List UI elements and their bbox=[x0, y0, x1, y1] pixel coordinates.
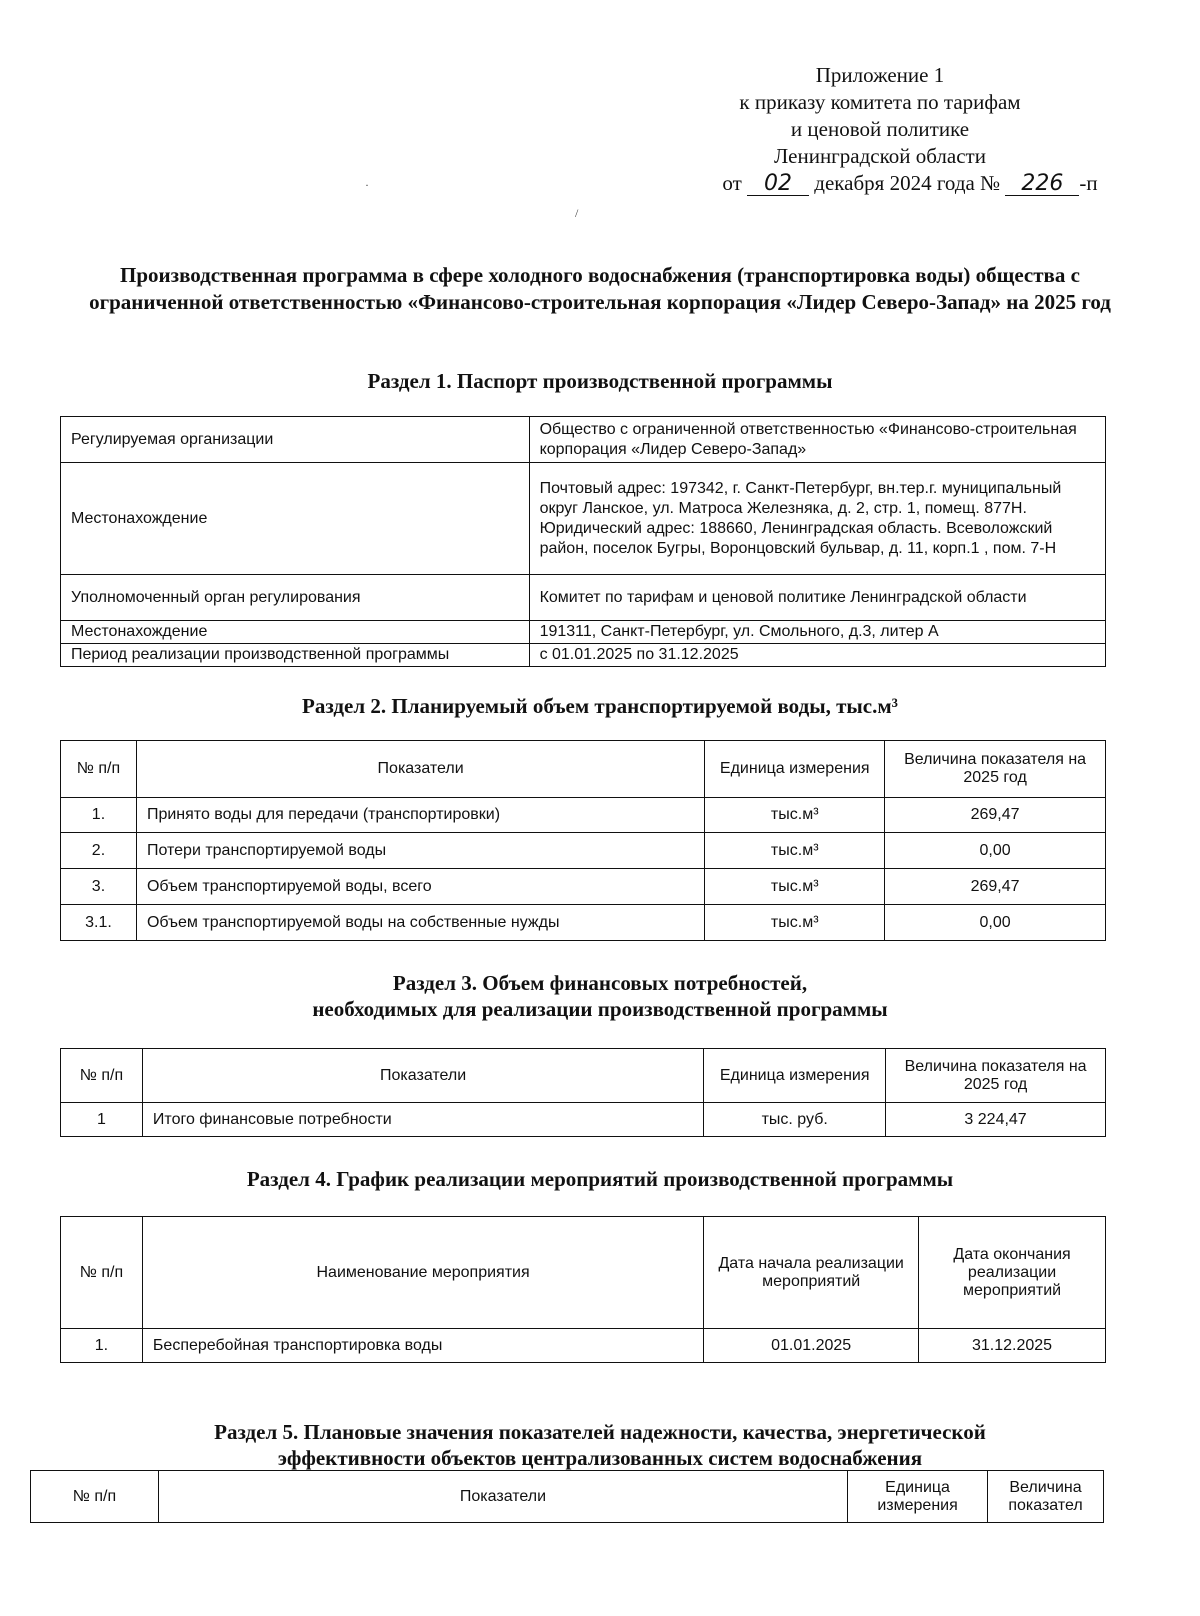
order-line bbox=[700, 170, 1120, 197]
column-header-indicator: Показатели bbox=[158, 1471, 847, 1523]
section-1-heading: Раздел 1. Паспорт производственной программы bbox=[367, 369, 833, 393]
column-header-unit: Единица измерения bbox=[705, 741, 885, 798]
section-5-heading-line-2: эффективности объектов централизованных систем водоснабжения bbox=[277, 1446, 923, 1470]
passport-table bbox=[60, 416, 1106, 667]
document-title: Производственная программа в сфере холодного водоснабжения (транспортировка воды) общества с ограниченной ответственностью «Финансово-строительная корпорация «Лидер Северо-Запад» на 2025 год bbox=[89, 263, 1111, 314]
appendix-block bbox=[640, 62, 1120, 197]
order-prefix: от bbox=[722, 171, 742, 195]
table-row bbox=[61, 644, 1106, 667]
table-row bbox=[61, 575, 1106, 621]
table-row bbox=[61, 833, 1106, 869]
section-4-heading: Раздел 4. График реализации мероприятий производственной программы bbox=[246, 1167, 954, 1191]
row-indicator: Итого финансовые потребности bbox=[142, 1103, 703, 1137]
column-header-name: Наименование мероприятия bbox=[142, 1217, 703, 1329]
passport-label: Уполномоченный орган регулирования bbox=[61, 575, 530, 621]
table-row bbox=[61, 798, 1106, 833]
column-header-indicator: Показатели bbox=[142, 1049, 703, 1103]
row-indicator: Потери транспортируемой воды bbox=[136, 833, 704, 869]
row-unit: тыс. руб. bbox=[704, 1103, 886, 1137]
scan-speck: · bbox=[365, 178, 369, 192]
appendix-line-2: к приказу комитета по тарифам bbox=[739, 90, 1021, 114]
column-header-value: Величина показателя на 2025 год bbox=[885, 741, 1106, 798]
indicators-table bbox=[30, 1470, 1104, 1523]
column-header-unit: Единица измерения bbox=[704, 1049, 886, 1103]
table-header-row bbox=[61, 1049, 1106, 1103]
row-value: 0,00 bbox=[885, 833, 1106, 869]
column-header-indicator: Показатели bbox=[136, 741, 704, 798]
passport-label: Местонахождение bbox=[61, 621, 530, 644]
order-day-handwritten: 02 bbox=[747, 173, 809, 196]
appendix-line-3: и ценовой политике bbox=[790, 117, 970, 141]
column-header-num: № п/п bbox=[61, 1217, 143, 1329]
table-row bbox=[61, 621, 1106, 644]
table-row bbox=[61, 869, 1106, 905]
row-start-date: 01.01.2025 bbox=[704, 1329, 919, 1363]
row-value: 0,00 bbox=[885, 905, 1106, 941]
passport-label: Период реализации производственной программы bbox=[61, 644, 530, 667]
row-unit: тыс.м³ bbox=[705, 869, 885, 905]
row-activity-name: Бесперебойная транспортировка воды bbox=[142, 1329, 703, 1363]
row-num: 3.1. bbox=[61, 905, 137, 941]
section-2-heading: Раздел 2. Планируемый объем транспортируемой воды, тыс.м³ bbox=[302, 694, 898, 718]
section-3-heading-line-1: Раздел 3. Объем финансовых потребностей, bbox=[392, 971, 808, 995]
section-5-heading-line-1: Раздел 5. Плановые значения показателей надежности, качества, энергетической bbox=[214, 1420, 986, 1444]
passport-value: Комитет по тарифам и ценовой политике Ленинградской области bbox=[529, 575, 1105, 621]
table-row bbox=[61, 1103, 1106, 1137]
financial-needs-table bbox=[60, 1048, 1106, 1137]
passport-value: Общество с ограниченной ответственностью «Финансово-строительная корпорация «Лидер Северо-Запад» bbox=[529, 417, 1105, 463]
row-num: 2. bbox=[61, 833, 137, 869]
row-num: 3. bbox=[61, 869, 137, 905]
column-header-num: № п/п bbox=[31, 1471, 159, 1523]
table-row bbox=[61, 417, 1106, 463]
order-month-year: декабря 2024 года № bbox=[814, 171, 1001, 195]
section-5-heading bbox=[80, 1419, 1120, 1471]
appendix-line-4: Ленинградской области bbox=[774, 144, 986, 168]
row-end-date: 31.12.2025 bbox=[919, 1329, 1106, 1363]
row-value: 3 224,47 bbox=[886, 1103, 1106, 1137]
order-suffix: -п bbox=[1079, 171, 1098, 195]
row-indicator: Принято воды для передачи (транспортировки) bbox=[136, 798, 704, 833]
passport-label: Местонахождение bbox=[61, 463, 530, 575]
table-row bbox=[61, 463, 1106, 575]
section-3-heading-line-2: необходимых для реализации производственной программы bbox=[312, 997, 888, 1021]
row-indicator: Объем транспортируемой воды на собственные нужды bbox=[136, 905, 704, 941]
column-header-end-date: Дата окончания реализации мероприятий bbox=[919, 1217, 1106, 1329]
column-header-start-date: Дата начала реализации мероприятий bbox=[704, 1217, 919, 1329]
section-3-heading bbox=[80, 970, 1120, 1022]
row-num: 1. bbox=[61, 798, 137, 833]
row-num: 1 bbox=[61, 1103, 143, 1137]
order-number-handwritten: 226 bbox=[1005, 173, 1079, 196]
passport-label: Регулируемая организации bbox=[61, 417, 530, 463]
column-header-value: Величина показателя на 2025 год bbox=[886, 1049, 1106, 1103]
schedule-table bbox=[60, 1216, 1106, 1363]
row-num: 1. bbox=[61, 1329, 143, 1363]
row-indicator: Объем транспортируемой воды, всего bbox=[136, 869, 704, 905]
column-header-num: № п/п bbox=[61, 741, 137, 798]
column-header-unit: Единица измерения bbox=[848, 1471, 988, 1523]
row-value: 269,47 bbox=[885, 798, 1106, 833]
water-volume-table bbox=[60, 740, 1106, 941]
row-unit: тыс.м³ bbox=[705, 905, 885, 941]
passport-value: с 01.01.2025 по 31.12.2025 bbox=[529, 644, 1105, 667]
scan-speck: / bbox=[575, 206, 579, 220]
appendix-line-1: Приложение 1 bbox=[815, 63, 945, 87]
passport-value: Почтовый адрес: 197342, г. Санкт-Петербург, вн.тер.г. муниципальный округ Ланское, ул. Матроса Железняка, д. 2, стр. 1, помещ. 877Н. Юридический адрес: 188660, Ленинградская область. Всеволожский район, поселок Бугры, Воронцовский бульвар, д. 11, корп.1 , пом. 7-Н bbox=[529, 463, 1105, 575]
table-row bbox=[61, 905, 1106, 941]
table-row bbox=[61, 1329, 1106, 1363]
passport-value: 191311, Санкт-Петербург, ул. Смольного, д.3, литер А bbox=[529, 621, 1105, 644]
column-header-value: Величина показател bbox=[988, 1471, 1104, 1523]
row-unit: тыс.м³ bbox=[705, 833, 885, 869]
table-header-row bbox=[61, 741, 1106, 798]
column-header-num: № п/п bbox=[61, 1049, 143, 1103]
table-header-row bbox=[61, 1217, 1106, 1329]
table-header-row bbox=[31, 1471, 1104, 1523]
row-unit: тыс.м³ bbox=[705, 798, 885, 833]
row-value: 269,47 bbox=[885, 869, 1106, 905]
